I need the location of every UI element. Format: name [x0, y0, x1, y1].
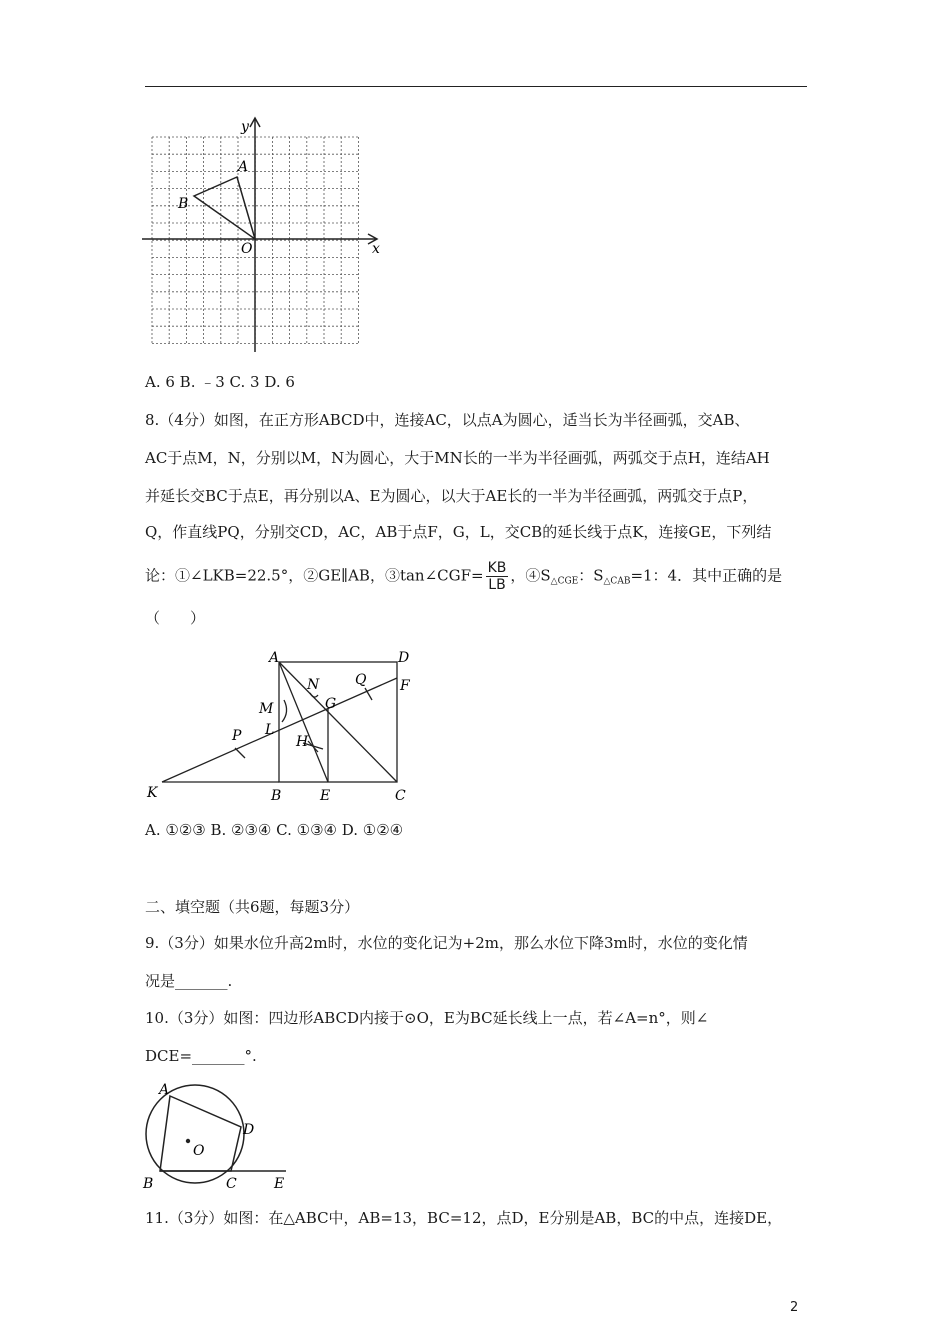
kb-over-lb-fraction [486, 560, 509, 593]
q10-line-1: 10.（3分）如图：四边形ABCD内接于⊙O，E为BC延长线上一点，若∠A=n°，则∠ [145, 1009, 709, 1027]
label-n: N [307, 677, 320, 693]
x-axis-label: x [372, 241, 380, 257]
circle-label-d: D [243, 1122, 255, 1138]
label-f: F [400, 678, 410, 694]
q8-line-4: Q，作直线PQ，分别交CD，AC，AB于点F，G，L，交CB的延长线于点K，连接GE，下列结 [145, 523, 772, 541]
label-d: D [398, 650, 410, 666]
q8-line-5-a: 论：①∠LKB=22.5°，②GE∥AB，③tan∠CGF= [145, 566, 484, 585]
subscript-cab: △CAB [603, 576, 631, 587]
q9-line-1: 9.（3分）如果水位升高2m时，水位的变化记为+2m，那么水位下降3m时，水位的变化情 [145, 934, 748, 952]
label-h: H [296, 734, 309, 750]
label-q: Q [355, 672, 367, 688]
q8-line-5-d: =1：4．其中正确的是 [630, 566, 783, 585]
label-k: K [147, 785, 158, 801]
q7-coordinate-grid-figure [140, 112, 390, 357]
header-rule [145, 86, 807, 87]
q8-line-6: （ ） [145, 609, 206, 627]
q8-line-1: 8.（4分）如图，在正方形ABCD中，连接AC，以点A为圆心，适当长为半径画弧，交AB、 [145, 411, 750, 429]
q8-line-3: 并延长交BC于点E，再分别以A、E为圆心，以大于AE长的一半为半径画弧，两弧交于点P， [145, 487, 758, 505]
subscript-cge: △CGE [550, 576, 579, 587]
label-e: E [320, 788, 331, 804]
q11-line-1: 11.（3分）如图：在△ABC中，AB=13，BC=12，点D，E分别是AB，BC的中点，连接DE， [145, 1209, 783, 1227]
page-number: 2 [790, 1300, 799, 1315]
q9-line-2: 况是_______. [145, 972, 233, 990]
point-b-label: B [178, 196, 189, 212]
q8-line-5 [145, 560, 782, 593]
circle-label-a: A [159, 1082, 170, 1098]
q8-square-construction-figure [140, 645, 430, 805]
label-c: C [395, 788, 406, 804]
q8-line-5-c: ：S [578, 566, 604, 585]
label-l: L [265, 722, 275, 738]
circle-label-c: C [226, 1176, 237, 1192]
y-axis-label: y [241, 119, 249, 135]
fraction-denominator: LB [488, 577, 506, 593]
label-p: P [232, 728, 242, 744]
q7-options: A. 6 B. ﹣3 C. 3 D. 6 [145, 373, 295, 391]
circle-label-b: B [143, 1176, 154, 1192]
q8-line-2: AC于点M，N，分别以M，N为圆心，大于MN长的一半为半径画弧，两弧交于点H，连结AH [145, 449, 770, 467]
circle-label-e: E [274, 1176, 285, 1192]
label-a: A [269, 650, 280, 666]
q10-inscribed-quadrilateral-figure [140, 1080, 300, 1195]
label-g: G [325, 696, 337, 712]
circle-label-o: O [193, 1143, 205, 1159]
q8-options: A. ①②③ B. ②③④ C. ①③④ D. ①②④ [145, 821, 404, 839]
q10-line-2: DCE=_______°. [145, 1047, 257, 1065]
fraction-numerator: KB [487, 560, 507, 576]
point-o-label: O [241, 241, 253, 257]
section-2-title: 二、填空题（共6题，每题3分） [145, 898, 360, 916]
label-m: M [259, 701, 274, 717]
point-a-label: A [238, 159, 249, 175]
q8-line-5-b: ，④S [510, 566, 551, 585]
label-b: B [271, 788, 282, 804]
